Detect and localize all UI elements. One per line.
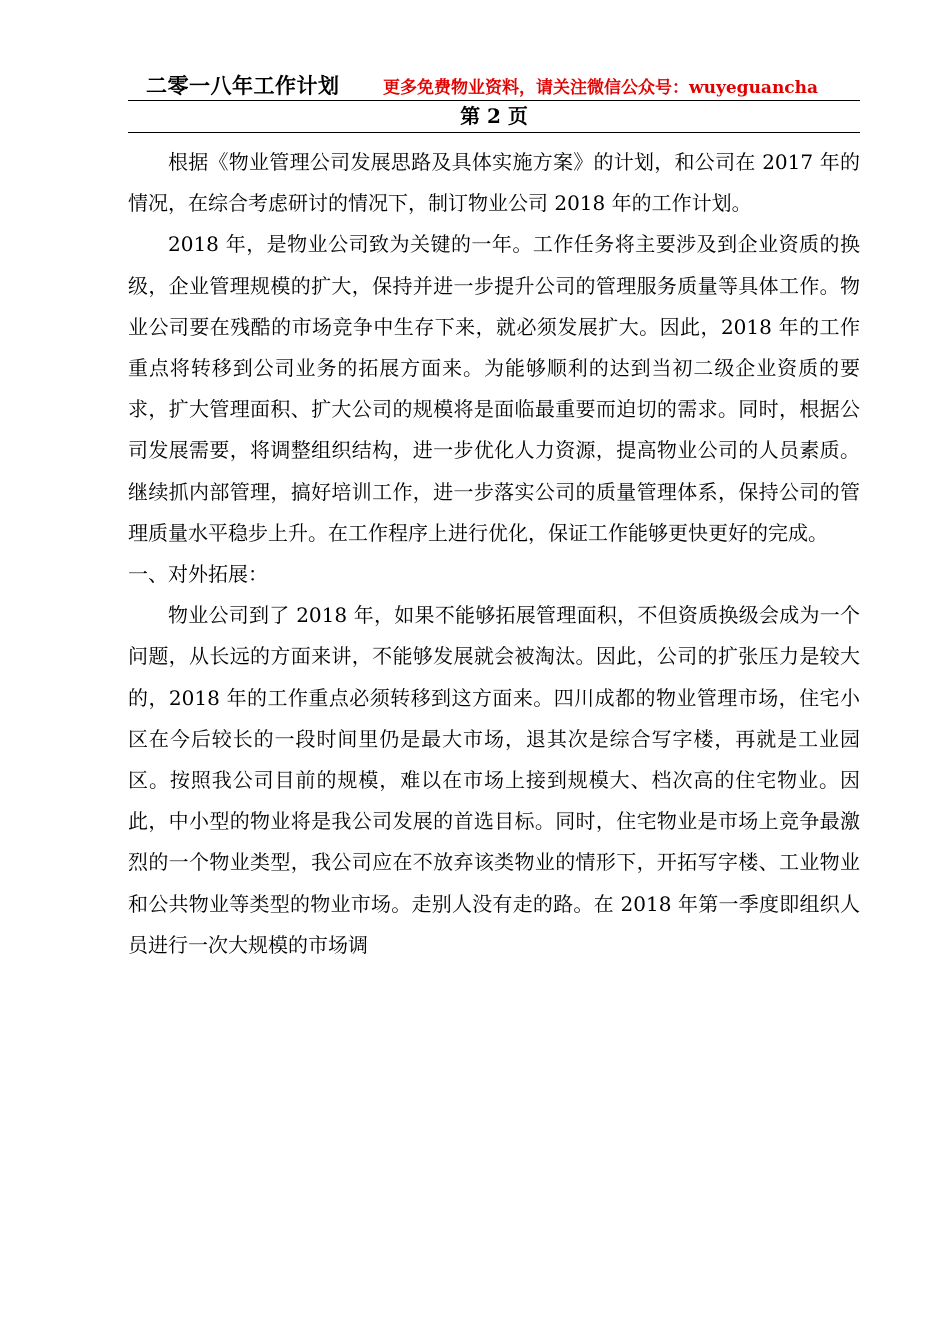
paragraph-intro: 根据《物业管理公司发展思路及具体实施方案》的计划，和公司在 2017 年的情况，在综合考虑研讨的情况下，制订物业公司 2018 年的工作计划。 — [128, 150, 860, 216]
document-body — [128, 142, 860, 966]
paragraph-overview: 2018 年，是物业公司致为关键的一年。工作任务将主要涉及到企业资质的换级，企业管理规模的扩大，保持并进一步提升公司的管理服务质量等具体工作。物业公司要在残酷的市场竞争中生存下来，就必须发展扩大。因此，2018 年的工作重点将转移到公司业务的拓展方面来。为能够顺利的达到当初二级企业资质的要求，扩大管理面积、扩大公司的规模将是面临最重要而迫切的需求。同时，根据公司发展需要，将调整组织结构，进一步优化人力资源，提高物业公司的人员素质。继续抓内部管理，搞好培训工作，进一步落实公司的质量管理体系，保持公司的管理质量水平稳步上升。在工作程序上进行优化，保证工作能够更快更好的完成。 — [128, 232, 860, 545]
header-title: 二零一八年工作计划 — [146, 74, 340, 98]
header-promo-text: 更多免费物业资料，请关注微信公众号：wuyeguancha — [383, 78, 819, 98]
page-header — [128, 70, 860, 102]
page-number: 第 2 页 — [460, 104, 528, 128]
section-heading: 一、对外拓展： — [128, 562, 268, 587]
paragraph-expansion: 物业公司到了 2018 年，如果不能够拓展管理面积，不但资质换级会成为一个问题，从长远的方面来讲，不能够发展就会被淘汰。因此，公司的扩张压力是较大的，2018 年的工作重点必须转移到这方面来。四川成都的物业管理市场，住宅小区在今后较长的一段时间里仍是最大市场，退其次是综合写字楼，再就是工业园区。按照我公司目前的规模，难以在市场上接到规模大、档次高的住宅物业。因此，中小型的物业将是我公司发展的首选目标。同时，住宅物业是市场上竞争最激烈的一个物业类型，我公司应在不放弃该类物业的情形下，开拓写字楼、工业物业和公共物业等类型的物业市场。走别人没有走的路。在 2018 年第一季度即组织人员进行一次大规模的市场调 — [128, 603, 860, 957]
header-divider-bottom — [128, 132, 860, 133]
